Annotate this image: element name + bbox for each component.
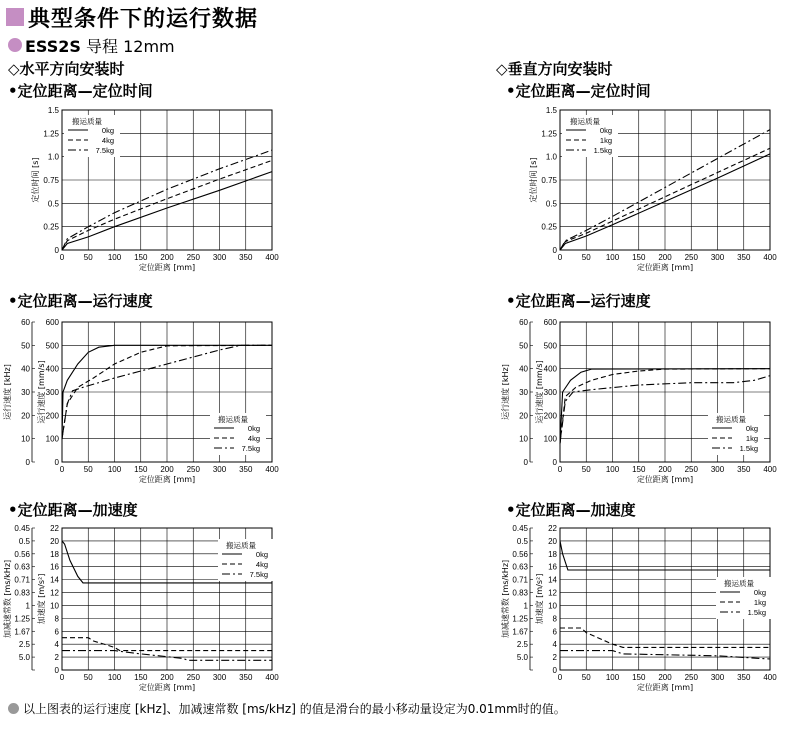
y2-tick-label: 0.71: [512, 575, 528, 585]
model-lead: 导程 12mm: [86, 37, 175, 56]
x-tick-label: 400: [265, 673, 279, 682]
y-tick-label: 0: [54, 246, 59, 255]
legend-title: 搬运质量: [226, 541, 256, 550]
y-tick-label: 300: [45, 388, 59, 397]
x-tick-label: 400: [763, 673, 777, 682]
model-line: [25, 34, 175, 57]
x-axis-label: 定位距离 [mm]: [138, 683, 196, 692]
y-tick-label: 1.25: [43, 129, 59, 139]
x-tick-label: 400: [265, 253, 279, 262]
legend-label: 7.5kg: [241, 444, 260, 453]
x-tick-label: 250: [684, 253, 698, 262]
orientation-vertical: ◇垂直方向安装时: [496, 60, 613, 78]
y2-tick-label: 0: [25, 458, 30, 467]
x-tick-label: 100: [605, 673, 620, 682]
y-tick-label: 0.75: [43, 176, 59, 185]
y-axis-label: 加速度 [m/s²]: [535, 573, 544, 625]
y-tick-label: 600: [543, 318, 557, 327]
y2-tick-label: 1: [25, 601, 30, 611]
x-tick-label: 300: [710, 465, 725, 474]
y2-axis-label: 运行速度 [kHz]: [501, 364, 510, 420]
y2-tick-label: 60: [21, 318, 30, 327]
chart-title: •定位距离—定位时间: [8, 82, 153, 100]
y-tick-label: 1.5: [545, 106, 557, 115]
x-tick-label: 50: [83, 253, 93, 262]
x-tick-label: 200: [658, 253, 672, 262]
y-tick-label: 12: [50, 588, 59, 598]
y-axis-label: 运行速度 [mm/s]: [535, 360, 544, 424]
y-tick-label: 300: [543, 388, 557, 397]
y2-tick-label: 0.63: [512, 562, 528, 572]
y-tick-label: 14: [50, 575, 59, 585]
x-tick-label: 100: [107, 253, 122, 262]
y-tick-label: 0: [552, 666, 557, 675]
y2-tick-label: 60: [519, 318, 528, 327]
chart-title: •定位距离—运行速度: [8, 292, 153, 310]
y-tick-label: 0.25: [541, 222, 557, 232]
y2-axis-label: 加减速常数 [ms/kHz]: [501, 559, 510, 639]
x-tick-label: 100: [107, 465, 122, 474]
y-tick-label: 10: [50, 601, 59, 611]
y-tick-label: 200: [543, 411, 557, 421]
y2-tick-label: 0.45: [14, 524, 30, 533]
x-tick-label: 100: [107, 673, 122, 682]
y2-tick-label: 0.83: [14, 588, 30, 598]
x-tick-label: 350: [239, 253, 253, 262]
x-tick-label: 300: [212, 465, 227, 474]
y-axis-label: 加速度 [m/s²]: [37, 573, 46, 625]
y-tick-label: 200: [45, 411, 59, 421]
chart-v-time: [498, 100, 788, 280]
x-tick-label: 300: [710, 673, 725, 682]
chart-title: •定位距离—定位时间: [506, 82, 651, 100]
legend-label: 1.5kg: [747, 608, 766, 617]
y-tick-label: 4: [552, 640, 557, 650]
y-tick-label: 20: [50, 536, 59, 546]
y-tick-label: 0: [54, 666, 59, 675]
diamond-icon: ◇: [8, 60, 20, 78]
x-tick-label: 300: [212, 673, 227, 682]
chart-v-accel: [498, 520, 788, 695]
y2-tick-label: 0.56: [512, 549, 528, 559]
x-tick-label: 0: [557, 253, 563, 262]
y-axis-label: 运行速度 [mm/s]: [37, 360, 46, 424]
x-tick-label: 350: [737, 465, 751, 474]
x-tick-label: 350: [737, 673, 751, 682]
x-tick-label: 200: [160, 465, 174, 474]
y-tick-label: 2: [54, 653, 59, 663]
chart-h-speed: [0, 312, 290, 487]
y2-tick-label: 1: [523, 601, 528, 611]
y-tick-label: 18: [50, 549, 59, 559]
y-tick-label: 0.75: [541, 176, 557, 185]
y2-tick-label: 0.63: [14, 562, 30, 572]
y-axis-label: 定位时间 [s]: [31, 157, 40, 203]
x-tick-label: 150: [632, 465, 646, 474]
y-tick-label: 2: [552, 653, 557, 663]
title-marker: [6, 8, 24, 26]
x-tick-label: 0: [557, 673, 563, 682]
y-tick-label: 22: [548, 524, 557, 533]
y2-tick-label: 30: [21, 388, 30, 397]
y-tick-label: 0: [54, 458, 59, 467]
y2-tick-label: 5.0: [18, 653, 30, 663]
y-tick-label: 400: [543, 364, 557, 374]
legend-title: 搬运质量: [724, 579, 754, 588]
chart-h-time: [0, 100, 290, 280]
x-tick-label: 250: [684, 673, 698, 682]
y-tick-label: 0: [552, 458, 557, 467]
y-tick-label: 20: [548, 536, 557, 546]
chart-title: •定位距离—加速度: [8, 501, 138, 519]
legend-label: 1.5kg: [593, 146, 612, 155]
x-tick-label: 200: [658, 465, 672, 474]
legend-title: 搬运质量: [72, 117, 102, 126]
x-tick-label: 0: [59, 465, 65, 474]
y-tick-label: 0.5: [545, 199, 557, 209]
legend-label: 7.5kg: [95, 146, 114, 155]
x-tick-label: 200: [160, 253, 174, 262]
x-axis-label: 定位距离 [mm]: [138, 475, 196, 484]
y2-tick-label: 5.0: [516, 653, 528, 663]
y2-tick-label: 1.67: [14, 627, 30, 637]
y2-tick-label: 0.45: [512, 524, 528, 533]
y-tick-label: 8: [54, 614, 59, 624]
y-tick-label: 400: [45, 364, 59, 374]
x-tick-label: 50: [83, 465, 93, 474]
legend-label: 4kg: [255, 560, 268, 569]
x-tick-label: 100: [605, 253, 620, 262]
x-tick-label: 250: [186, 465, 200, 474]
bullet-icon: [8, 703, 19, 714]
diamond-icon: ◇: [496, 60, 508, 78]
legend-label: 1kg: [599, 136, 612, 145]
x-tick-label: 350: [239, 465, 253, 474]
y-tick-label: 100: [45, 434, 59, 444]
x-tick-label: 400: [763, 253, 777, 262]
y2-tick-label: 10: [519, 434, 528, 444]
y2-tick-label: 2.5: [18, 640, 30, 650]
y-tick-label: 1.0: [47, 152, 59, 162]
y2-tick-label: 40: [519, 364, 528, 374]
y-tick-label: 0: [552, 246, 557, 255]
x-axis-label: 定位距离 [mm]: [636, 475, 694, 484]
y-tick-label: 14: [548, 575, 557, 585]
y2-tick-label: 20: [21, 411, 30, 421]
legend-title: 搬运质量: [218, 415, 248, 424]
y-tick-label: 1.0: [545, 152, 557, 162]
x-tick-label: 50: [581, 465, 591, 474]
model-bullet: [8, 38, 22, 52]
chart-title: •定位距离—加速度: [506, 501, 636, 519]
y2-tick-label: 0: [523, 458, 528, 467]
x-axis-label: 定位距离 [mm]: [636, 263, 694, 272]
y-tick-label: 1.5: [47, 106, 59, 115]
chart-v-speed: [498, 312, 788, 487]
y-tick-label: 500: [543, 341, 557, 351]
x-tick-label: 250: [186, 673, 200, 682]
y2-tick-label: 40: [21, 364, 30, 374]
x-tick-label: 200: [160, 673, 174, 682]
page-title: 典型条件下的运行数据: [28, 7, 259, 32]
orientation-horizontal: ◇水平方向安装时: [8, 60, 125, 78]
legend-label: 0kg: [255, 550, 268, 559]
x-tick-label: 300: [710, 253, 725, 262]
y2-tick-label: 0.5: [18, 536, 30, 546]
x-tick-label: 150: [134, 673, 148, 682]
legend-label: 0kg: [745, 424, 758, 433]
chart-title: •定位距离—运行速度: [506, 292, 651, 310]
x-tick-label: 400: [763, 465, 777, 474]
x-tick-label: 250: [684, 465, 698, 474]
y2-axis-label: 加减速常数 [ms/kHz]: [3, 559, 12, 639]
y-tick-label: 16: [50, 562, 59, 572]
y-tick-label: 500: [45, 341, 59, 351]
x-axis-label: 定位距离 [mm]: [138, 263, 196, 272]
legend-label: 0kg: [101, 126, 114, 135]
y2-tick-label: 10: [21, 434, 30, 444]
x-tick-label: 150: [632, 253, 646, 262]
y2-tick-label: 50: [21, 341, 30, 351]
x-tick-label: 150: [134, 253, 148, 262]
x-tick-label: 0: [59, 673, 65, 682]
y-tick-label: 1.25: [541, 129, 557, 139]
x-tick-label: 250: [186, 253, 200, 262]
y-tick-label: 0.5: [47, 199, 59, 209]
legend-label: 1kg: [753, 598, 766, 607]
x-tick-label: 400: [265, 465, 279, 474]
legend-label: 1.5kg: [739, 444, 758, 453]
y-tick-label: 600: [45, 318, 59, 327]
y-tick-label: 0.25: [43, 222, 59, 232]
x-tick-label: 350: [239, 673, 253, 682]
footnote: 以上图表的运行速度 [kHz]、加减速常数 [ms/kHz] 的值是滑台的最小移动量设定为0.01mm时的值。: [8, 700, 566, 717]
y2-axis-label: 运行速度 [kHz]: [3, 364, 12, 420]
y-tick-label: 4: [54, 640, 59, 650]
y-tick-label: 22: [50, 524, 59, 533]
y-tick-label: 10: [548, 601, 557, 611]
y2-tick-label: 0.71: [14, 575, 30, 585]
legend-label: 1kg: [745, 434, 758, 443]
x-tick-label: 200: [658, 673, 672, 682]
y-axis-label: 定位时间 [s]: [529, 157, 538, 203]
x-tick-label: 300: [212, 253, 227, 262]
chart-h-accel: [0, 520, 290, 695]
legend-label: 0kg: [599, 126, 612, 135]
legend-title: 搬运质量: [716, 415, 746, 424]
legend-label: 7.5kg: [249, 570, 268, 579]
y2-tick-label: 1.25: [14, 614, 30, 624]
x-tick-label: 0: [557, 465, 563, 474]
x-tick-label: 50: [83, 673, 93, 682]
legend-label: 4kg: [247, 434, 260, 443]
y-tick-label: 8: [552, 614, 557, 624]
y-tick-label: 18: [548, 549, 557, 559]
x-tick-label: 0: [59, 253, 65, 262]
y-tick-label: 6: [54, 627, 59, 637]
y-tick-label: 16: [548, 562, 557, 572]
legend-label: 0kg: [247, 424, 260, 433]
x-tick-label: 50: [581, 253, 591, 262]
y2-tick-label: 1.67: [512, 627, 528, 637]
y-tick-label: 6: [552, 627, 557, 637]
model-name: ESS2S: [25, 37, 81, 56]
y-tick-label: 12: [548, 588, 557, 598]
x-tick-label: 350: [737, 253, 751, 262]
legend-label: 4kg: [101, 136, 114, 145]
y2-tick-label: 20: [519, 411, 528, 421]
y2-tick-label: 0.83: [512, 588, 528, 598]
x-tick-label: 150: [632, 673, 646, 682]
x-tick-label: 100: [605, 465, 620, 474]
legend-title: 搬运质量: [570, 117, 600, 126]
y2-tick-label: 30: [519, 388, 528, 397]
y2-tick-label: 2.5: [516, 640, 528, 650]
x-tick-label: 150: [134, 465, 148, 474]
y2-tick-label: 0.56: [14, 549, 30, 559]
y2-tick-label: 0.5: [516, 536, 528, 546]
legend-label: 0kg: [753, 588, 766, 597]
x-tick-label: 50: [581, 673, 591, 682]
x-axis-label: 定位距离 [mm]: [636, 683, 694, 692]
y2-tick-label: 1.25: [512, 614, 528, 624]
y2-tick-label: 50: [519, 341, 528, 351]
y-tick-label: 100: [543, 434, 557, 444]
